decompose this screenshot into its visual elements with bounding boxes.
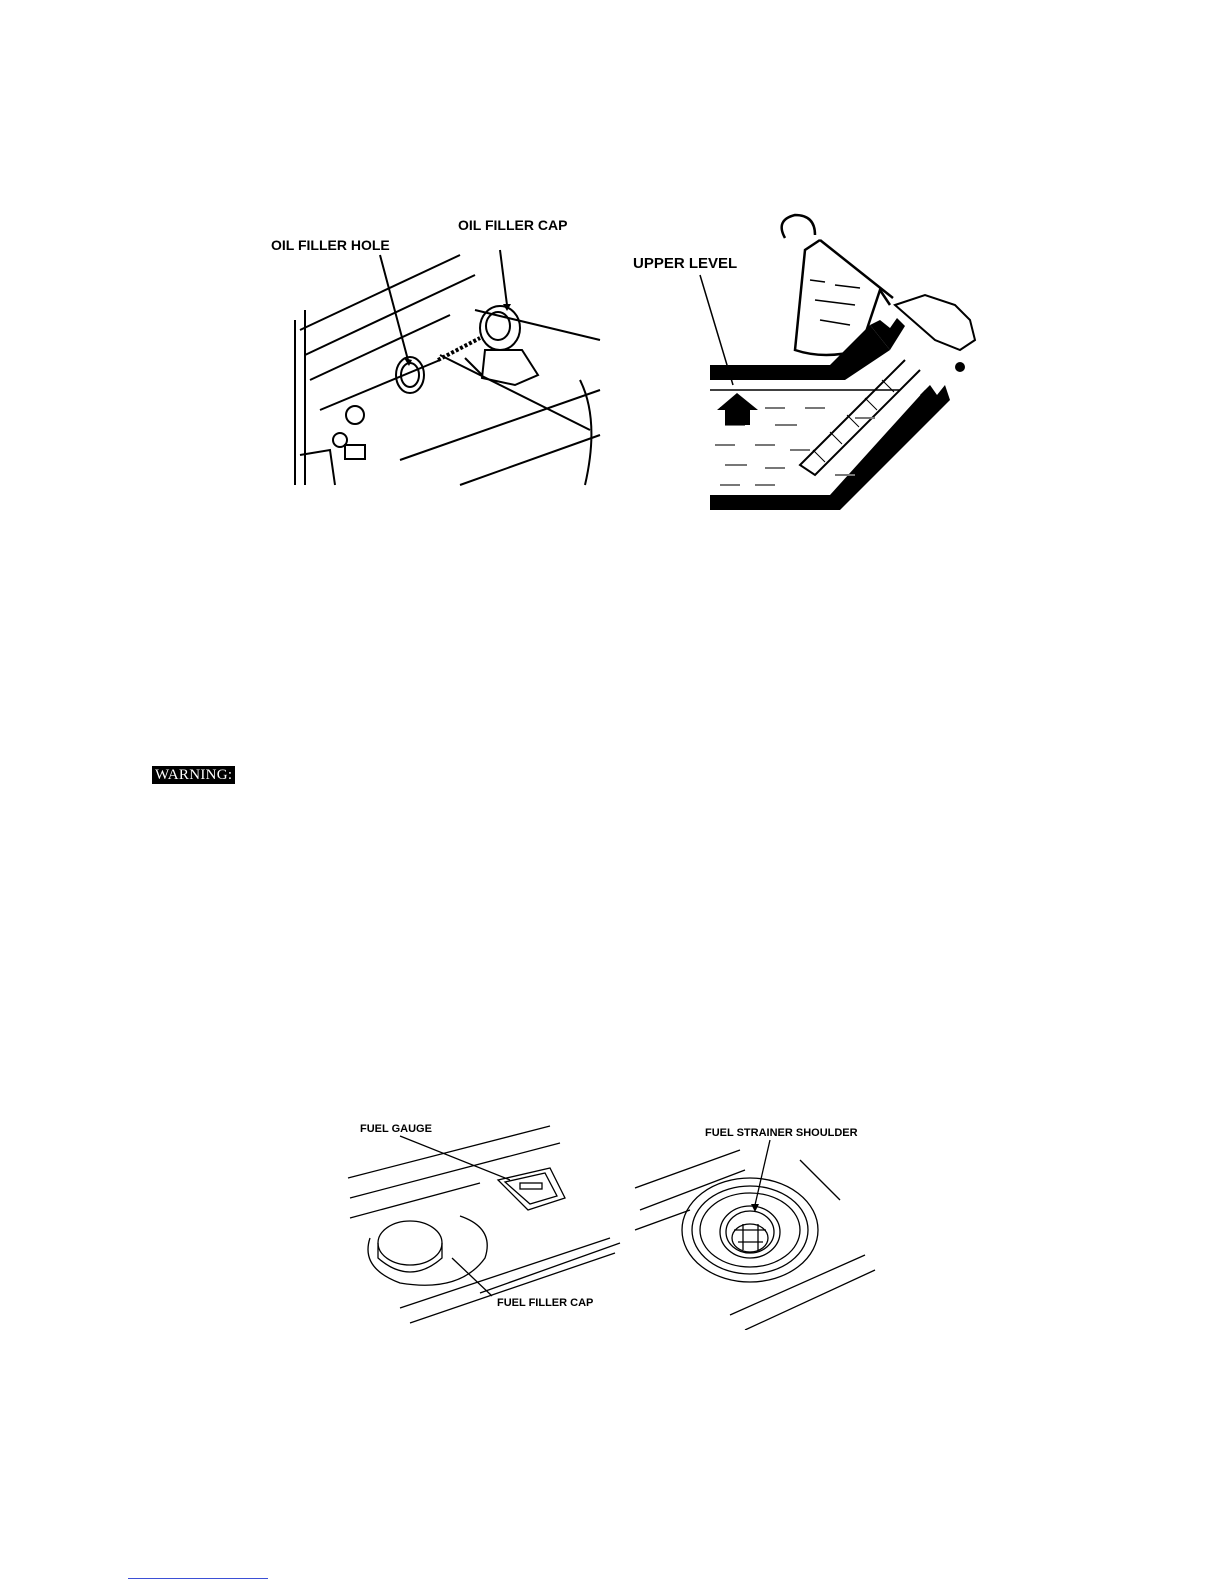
fuel-cap-illustration <box>340 1118 630 1330</box>
fuel-strainer-shoulder-label: FUEL STRAINER SHOULDER <box>705 1127 858 1139</box>
upper-level-label: UPPER LEVEL <box>633 255 738 272</box>
warning-heading: WARNING: <box>152 766 235 784</box>
upper-level-illustration <box>625 210 995 515</box>
fuel-filler-cap-label: FUEL FILLER CAP <box>497 1297 594 1309</box>
oil-filler-illustration <box>260 210 605 490</box>
oil-filler-hole-label: OIL FILLER HOLE <box>271 237 390 253</box>
footnote-rule <box>128 1578 268 1579</box>
oil-filler-cap-label: OIL FILLER CAP <box>458 217 568 233</box>
fuel-gauge-label: FUEL GAUGE <box>360 1123 432 1135</box>
fuel-strainer-illustration <box>630 1120 885 1330</box>
